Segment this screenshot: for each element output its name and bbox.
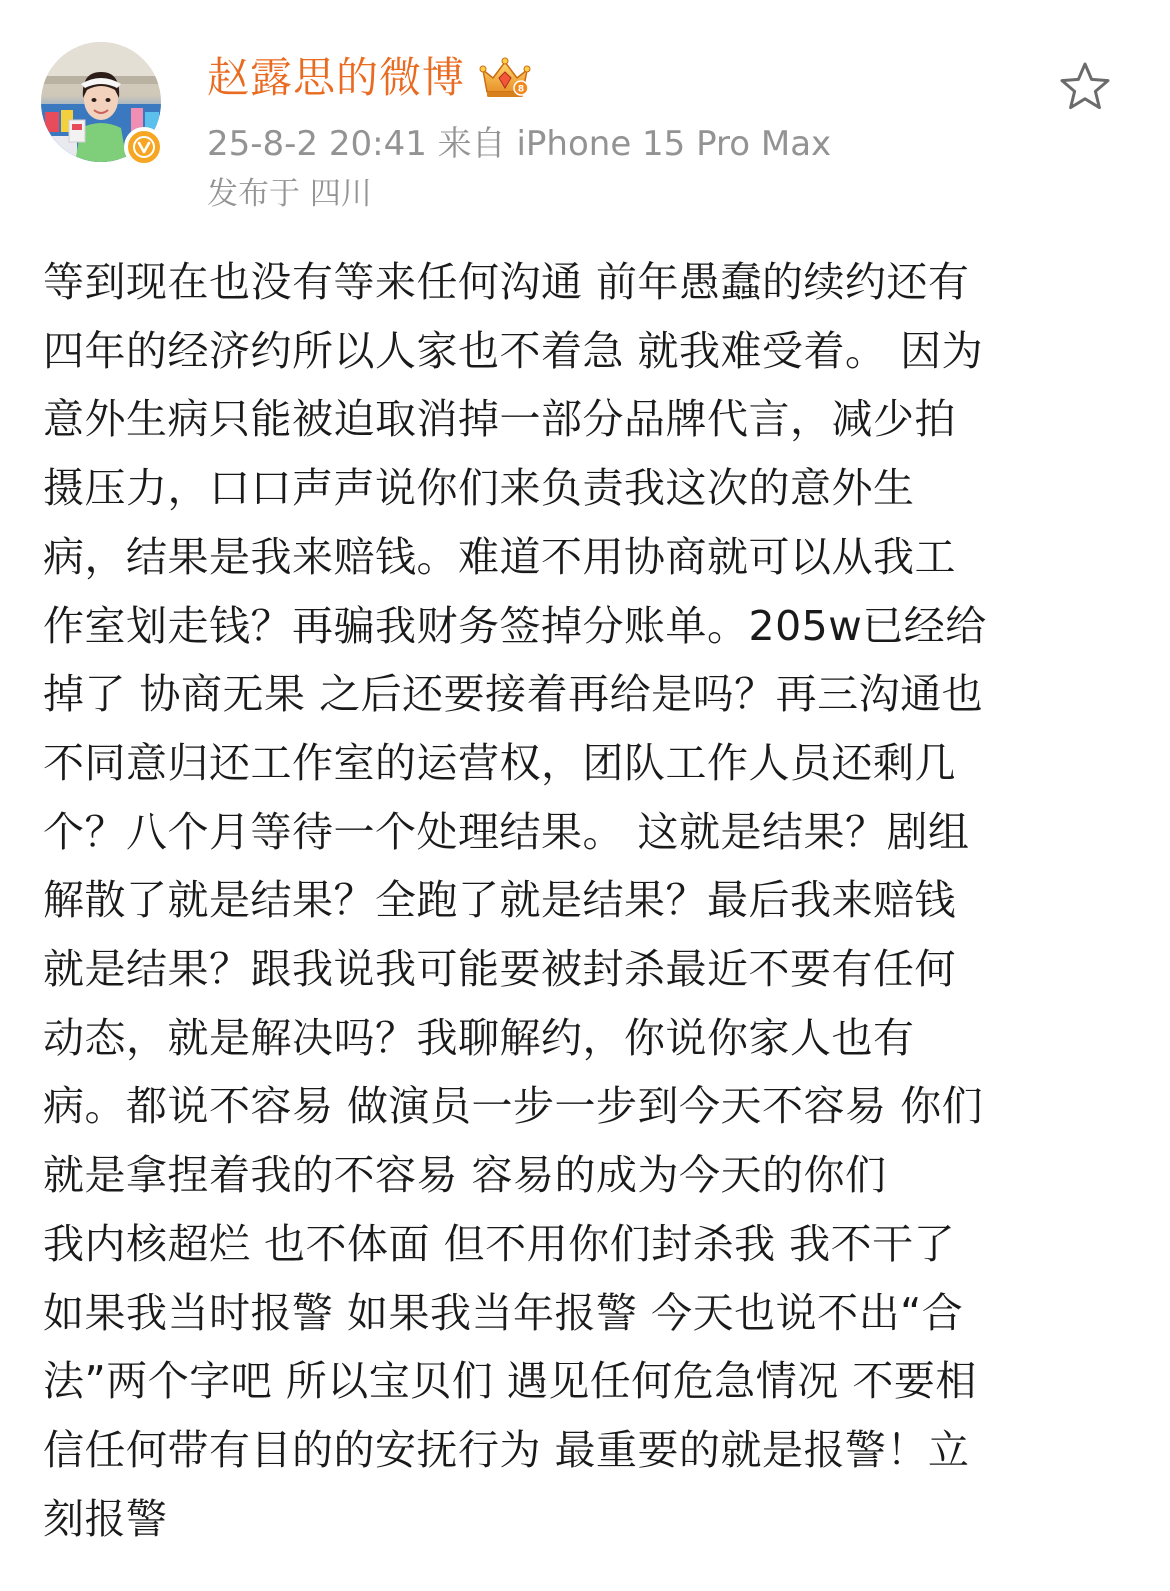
post-location: 发布于 四川 [207,176,372,212]
post-body-line: 如果我当时报警 如果我当年报警 今天也说不出“合 [43,1288,964,1337]
post-body-line: 动态，就是解决吗？我聊解约，你说你家人也有 [43,1013,915,1062]
post-header [0,0,1170,230]
star-icon[interactable] [1057,60,1113,114]
post-body-text [43,248,1128,1553]
post-body-line: 意外生病只能被迫取消掉一部分品牌代言，减少拍 [43,395,956,444]
post-body-line: 病，结果是我来赔钱。难道不用协商就可以从我工 [43,532,956,581]
post-body-line: 等到现在也没有等来任何沟通 前年愚蠢的续约还有 [43,258,970,306]
post-body-line: 信任何带有目的的安抚行为 最重要的就是报警！立 [43,1425,970,1474]
post-body-line: 四年的经济约所以人家也不着急 就我难受着。 因为 [43,326,984,375]
post-body-line: 掉了 协商无果 之后还要接着再给是吗？再三沟通也 [43,670,984,719]
crown-vip-icon[interactable] [477,56,533,100]
post-body-line: 作室划走钱？再骗我财务签掉分账单。205w已经给 [43,601,987,650]
post-datetime-source: 25-8-2 20:41 来自 iPhone 15 Pro Max [207,124,832,164]
post-body-line: 病。都说不容易 做演员一步一步到今天不容易 你们 [43,1082,984,1131]
post-body-line: 刻报警 [43,1494,168,1543]
post-body-line: 摄压力，口口声声说你们来负责我这次的意外生 [43,464,915,513]
post-body-line: 我内核超烂 也不体面 但不用你们封杀我 我不干了 [43,1219,956,1268]
post-body-line: 法”两个字吧 所以宝贝们 遇见任何危急情况 不要相 [43,1357,977,1406]
svg-text:8: 8 [517,84,525,95]
post-body-line: 就是拿捏着我的不容易 容易的成为今天的你们 [43,1151,887,1200]
username-row [207,52,533,104]
post-body-line: 解散了就是结果？全跑了就是结果？最后我来赔钱 [43,876,956,925]
author-name[interactable]: 赵露思的微博 [207,53,466,102]
verified-v-icon [124,127,164,167]
author-avatar[interactable] [41,42,161,162]
post-body-line: 不同意归还工作室的运营权，团队工作人员还剩几 [43,738,956,787]
post-body-line: 个？八个月等待一个处理结果。 这就是结果？剧组 [43,807,970,856]
post-body-line: 就是结果？跟我说我可能要被封杀最近不要有任何 [43,945,956,994]
